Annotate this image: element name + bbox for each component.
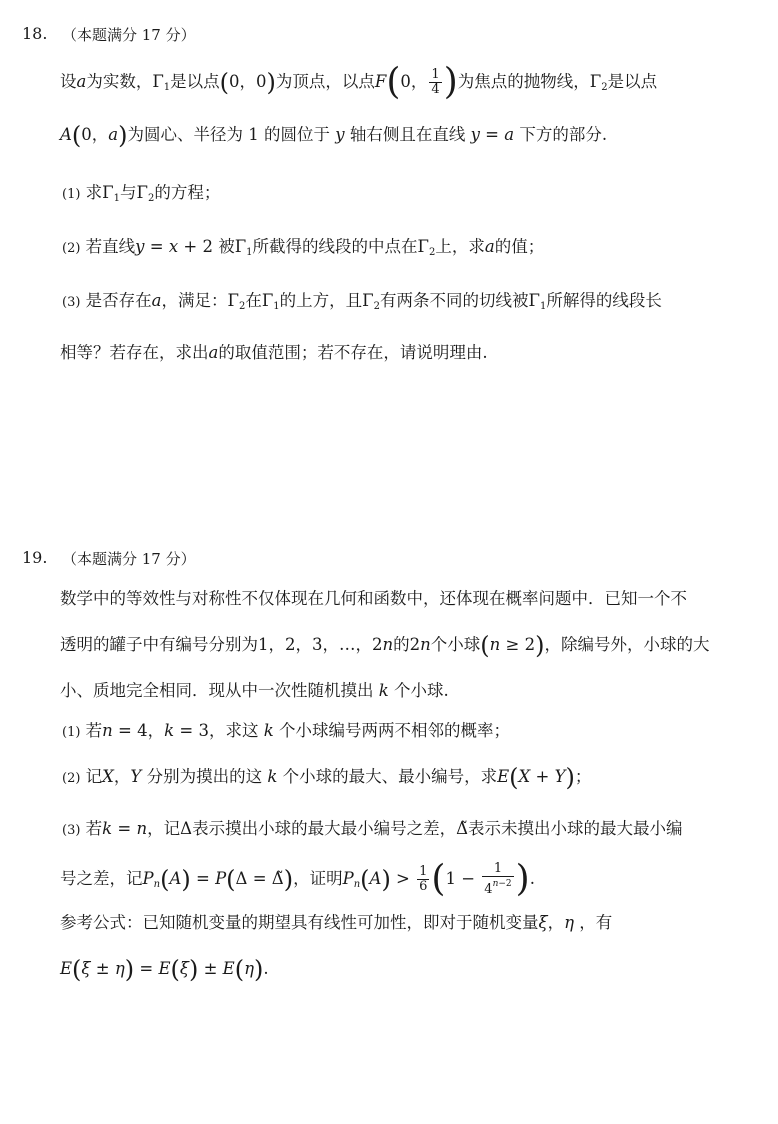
problem-statement-line-2: A(0，a)为圆心、半径为 1 的圆位于 y 轴右侧且在直线 y = a 下方的部分. — [60, 121, 608, 150]
statement-line-2: 透明的罐子中有编号分别为1，2，3，…，2n的2n个小球(n ≥ 2)，除编号外，小球的大 — [60, 631, 710, 660]
problem-number: 18. — [22, 24, 48, 43]
part-1: (1) 求Γ1与Γ2的方程； — [62, 183, 221, 204]
fraction-one-sixth: $\frac{1}{6}$ — [419, 864, 428, 894]
part-3-line-2: 号之差，记Pn(A) = P(Δ = Δ̃)，证明Pn(A) > $\frac{1}{6}$ (1 − $\frac{1}{4^{n-2}}$ ). — [60, 858, 535, 900]
problem-header: （本题满分 17 分） — [62, 550, 196, 568]
statement-line-3: 小、质地完全相同．现从中一次性随机摸出 k 个小球. — [60, 681, 449, 700]
problem-header: （本题满分 17 分） — [62, 26, 196, 44]
reference-formula-line-1: 参考公式：已知随机变量的期望具有线性可加性，即对于随机变量ξ，η ，有 — [60, 913, 613, 932]
fraction-one-quarter: $\frac{1}{4}$ — [431, 67, 440, 97]
part-1: (1) 若n = 4，k = 3，求这 k 个小球编号两两不相邻的概率； — [62, 721, 510, 740]
part-2: (2) 若直线y = x + 2 被Γ1所截得的线段的中点在Γ2上，求a的值； — [62, 237, 545, 258]
part-3-line-1: (3) 若k = n，记Δ表示摸出小球的最大最小编号之差，Δ̃表示未摸出小球的最大最小编 — [62, 819, 683, 838]
part-3-line-2: 相等？若存在，求出a的取值范围；若不存在，请说明理由. — [60, 343, 488, 362]
problem-number: 19. — [22, 548, 48, 567]
fraction-one-over-4-power: $\frac{1}{4^{n-2}}$ — [484, 861, 512, 897]
part-2: (2) 记X，Y 分别为摸出的这 k 个小球的最大、最小编号，求E(X + Y)； — [62, 763, 592, 792]
reference-formula-line-2: E(ξ ± η) = E(ξ) ± E(η). — [60, 955, 269, 984]
statement-line-1: 数学中的等效性与对称性不仅体现在几何和函数中，还体现在概率问题中．已知一个不 — [60, 589, 687, 608]
part-3-line-1: (3) 是否存在a，满足：Γ2在Γ1的上方，且Γ2有两条不同的切线被Γ1所解得的线段长 — [62, 291, 662, 312]
problem-statement-line-1: 设a为实数，Γ1是以点(0，0)为顶点，以点F(0， $\frac{1}{4}$ )为焦点的抛物线，Γ2是以点 — [60, 61, 658, 103]
